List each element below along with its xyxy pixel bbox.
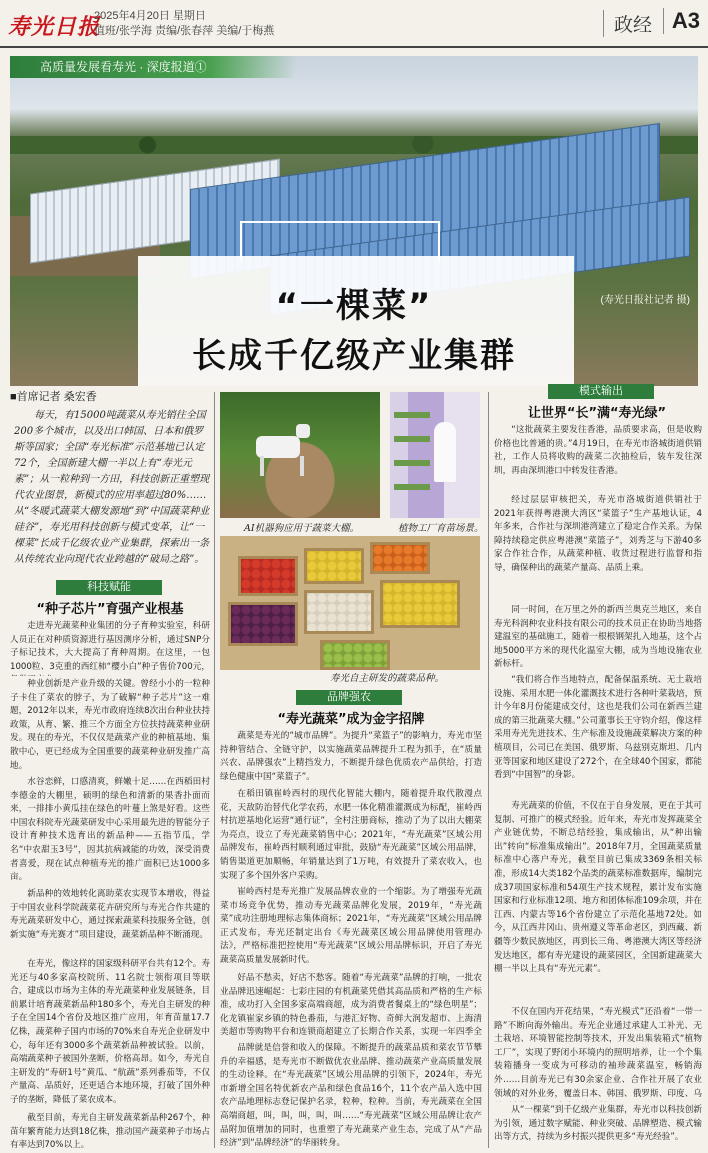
- paragraph: 截至目前，寿光自主研发蔬菜新品种267个，种苗年繁育能力达到18亿株，推动国产蔬菜种子市场占有率达到70%以上。: [10, 1113, 210, 1150]
- worker-figure: [434, 422, 456, 482]
- section-title: “种子芯片”育强产业根基: [36, 602, 184, 617]
- produce-tray: [228, 602, 298, 646]
- photo-plant-factory: [390, 392, 480, 518]
- section-title: “寿光蔬菜”成为金字招牌: [277, 712, 425, 727]
- lead-paragraph: 每天，有15000吨蔬菜从寿光销往全国200多个城市，以及出口韩国、日本和俄罗斯等国家；全国“寿光标准”示范基地已认定72个，全国新建大棚一半以上有“寿光元素”；从一粒种到一方田，科技创新正重塑现代农业图景，新模式的应用率超过80%……从“冬暖式蔬菜大棚发源地”到“中国蔬菜种业硅谷”，寿光用科技创新与模式变革，让“一棵菜”长成千亿级农业产业集群，探索出一条从传统农业向现代农业跨越的“破局之路”。: [14, 410, 210, 565]
- paragraph: “这批蔬菜主要发往香港，品质要求高，但是收购价格也比普通的贵。”4月19日，在寿光市洛城街道供销社，工作人员将收购的蔬菜二次抽检后，装车发往深圳，再由深圳港口中转发往香港。: [494, 425, 702, 476]
- paragraph: 不仅在国内开花结果，“寿光模式”还沿着“一带一路”不断向海外输出。寿光企业通过承建人工补光、无土栽培、环境智能控制等技术，开发出集装箱式“植物工厂”，实现了野闭小环境内的照明培养，让一个个集装箱播身一变成为可移动的袖珍蔬菜温室，畅销海外……目前寿光已有30余家企业、合作社开展了农业领域的对外业务，覆盖日本、韩国、俄罗斯、印度、乌: [494, 1007, 702, 1099]
- produce-tray: [238, 556, 298, 596]
- headline-line2: 长成千亿级产业集群: [192, 336, 516, 376]
- grow-rack: [394, 436, 430, 442]
- headline-line1: “一棵菜”: [275, 286, 433, 326]
- issue-date: 2025年4月20日 星期日: [94, 10, 206, 22]
- paragraph: 品牌就是信誉和收入的保障。不断提升的蔬菜品质和菜农节节攀升的幸福感，是寿光市不断做优农业品牌、推动蔬菜产业高质量发展的生动诠释。在“寿光蔬菜”区域公用品牌的引领下，2024年，寿光市新增全国名特优新农产品和绿色食品16个，11个农产品入选中国农产品地理标志登记保护名录，粒种，粒种。当前，寿光蔬菜在全国高端商超，叫，叫，叫，叫，叫……“寿光蔬菜”区域公用品牌让农产品附加值增加的同时，也重塑了寿光蔬菜产业生态，完成了从“产品经济”到“品牌经济”的华丽转身。: [220, 1043, 482, 1149]
- section-title: 让世界“长”满“寿光绿”: [527, 406, 667, 421]
- paragraph: 种业创新是产业升级的关键。曾经小小的一粒种子卡住了菜农的脖子，为了破解“种子芯片”这一难题，2012年以来，寿光市政府连续8次出台种业扶持政策，从育、繁、推三个方面全方位扶持蔬菜种业研发。现在的寿光，不仅仅是蔬菜产业的种植基地、集散中心，更已经成为全国重要的蔬菜种业研发推广高地。: [10, 679, 210, 771]
- grow-rack: [394, 484, 430, 490]
- photo-credit: (寿光日报社记者 摄): [600, 295, 690, 306]
- column-divider: [214, 392, 215, 1148]
- paragraph: 寿光蔬菜的价值，不仅在于自身发展，更在于其可复制、可推广的模式经验。近年来，寿光市发挥蔬菜全产业链优势，不断总结经验，集成输出，从“种出输出”转向“标准集成输出”。2018年7月，全国蔬菜质量标准中心落户寿光，截至目前已集成3369条相关标准，形成14大类182个品类的蔬菜标准数据库，编制完成37项国家标准和54项生产技术规程，累计发布实施国家和行业标准12项、地方和团体标准109余项，并在江西、内蒙古等16个省份建立了示范化基地72处。如今，从江西井冈山、贵州遵义等革命老区，到西藏、新疆等少数民族地区，再到长三角、粤港澳大湾区等经济发达地区，都有寿光建设的蔬菜园区，全国新建蔬菜大棚一半以上具有“寿光元素”。: [494, 801, 702, 975]
- staff-line: 值班/张学海 责编/张春萍 美编/于梅燕: [94, 25, 275, 37]
- photo-caption: 寿光自主研发的蔬菜品种。: [330, 673, 445, 684]
- column-divider: [488, 392, 489, 1148]
- photo-vegetable-varieties: [220, 536, 480, 670]
- section-tag: 科技赋能: [56, 580, 162, 595]
- newspaper-logo: 寿光日报: [8, 14, 101, 40]
- issue-meta: [94, 9, 274, 39]
- produce-tray: [320, 640, 390, 670]
- paragraph: 水谷恋鲜，口感清爽，鲜嫩十足……在西稻田村李德金的大棚里，硕明的绿色和清新的果香扑面而来，一排排小黄瓜挂在绿色的叶蔓上煞是好看。这些中国农科院寿光蔬菜研发中心采用最先进的智能分子设计育种技术选育出的新品种——五指节瓜，学名“中农甜玉3号”，因其抗病减能的功效，深受消费者喜爱，现在试点种植寿光的推广面积已达1000多亩。: [10, 777, 210, 883]
- produce-tray: [304, 548, 364, 584]
- grow-rack: [394, 412, 430, 418]
- photo-robot-dog: [220, 392, 380, 518]
- paragraph: 好品不愁卖，好店不愁客。随着“寿光蔬菜”品牌的打响，一批农业品牌迅速崛起：七彩庄园的有机蔬菜凭借其高品质和严格的生产标准，成功打入全国多家高端商超，成为消费者餐桌上的“绿色明星”；化龙镇崔家乡镇的特色番茄，与港汇好物、奇鲜大润发超市、上海清美超市等购物平台和连锁商超建立了长期合作关系，实现一年四季全: [220, 973, 482, 1038]
- section-tag: 品牌强农: [296, 690, 402, 705]
- produce-tray: [304, 590, 374, 634]
- produce-tray: [370, 542, 430, 574]
- paragraph: 从“一棵菜”到千亿级产业集群，寿光市以科技创新为引领，通过数字赋能、种业突破、品牌塑造、模式输出等方式，持续为乡村振兴提供更多“寿光经验”。: [494, 1105, 702, 1143]
- paragraph: 新品种的效地转化离助菜农实现节本增收，得益于中国农业科学院蔬菜花卉研究所与寿光合作共建的寿光蔬菜研发中心，通过探索蔬菜科技服务全链，创新实施“寿光赛才”项目建设，蔬菜新品种不断涌现。: [10, 889, 210, 940]
- grow-rack: [394, 460, 430, 466]
- paragraph: 走进寿光蔬菜种业集团的分子育种实验室，科研人员正在对种质资源进行基因测序分析，通过SNP分子标记技术，大大提高了育种周期。在这里，一包1000粒、3克重的西红柿“樱小白”种子售价700元，: [10, 621, 210, 672]
- series-band: 高质量发展看寿光 · 深度报道①: [10, 56, 297, 78]
- title-frame: [240, 221, 440, 261]
- produce-tray: [380, 580, 460, 628]
- byline: ■首席记者 桑宏香: [10, 391, 97, 403]
- paragraph: 在寿光，像这样的国家级科研平台共有12个。寿光还与40多家高校院所、11名院士领衔项目等联合，建成以市场为主体的寿光蔬菜种业发展链条，目前累计培育蔬菜新品种180多个，寿光自主研发的种子在全国14个省份及地区推广应用，年育苗量17.7亿株，蔬菜种子国内市场的70%来自寿光企业研发中心，每年还有3000多个蔬菜新品种被试验。以前，高端蔬菜种子被国外垄断，价格高昂。如今，寿光自主研发的“寿研1号”黄瓜、“航蔬”系列番茄等，不仅产量高、品质好，还更适合本地环境，打破了国外种子的垄断，降低了菜农成本。: [10, 959, 210, 1105]
- paragraph: “我们将合作当地特点，配备保温系统、无土栽培设施、采用水肥一体化灌溉技术进行各种叶菜栽培，预计今年8月份能建成交付，这也是我们公司在新西兰建成的第三批蔬菜大棚。”公司董事长王守钧介绍，像这样采用寿光先进技术、生产标准及设施蔬菜解决方案的种植项目，公司已在美国、俄罗斯、乌兹别克斯坦、几内亚等国家和地区建设了272个，在全球40个国家，都能看到“中国智”的身影。: [494, 675, 702, 781]
- paragraph: 经过层层审核把关，寿光市洛城街道供销社于2021年获得粤港澳大湾区“菜篮子”生产基地认证，4年多来，合作社与深圳港湾建立了稳定合作关系。为保障持续稳定供应粤港澳“菜篮子”，刘秀芝与下游40多家合作社合作，从蔬菜种植、收货过程进行监督和指导，确保种出的蔬菜产量高、品质上乘。: [494, 495, 702, 573]
- paragraph: 崔岭西村是寿光推广发展品牌农业的一个缩影。为了增强寿光蔬菜市场竞争优势，推动寿光蔬菜品牌化发展，2019年，“寿光蔬菜”成功注册地理标志集体商标；2021年，“寿光蔬菜”区域公用品牌正式发布，寿光还制定出台《寿光蔬菜区域公用品牌使用管理办法》，严格标准把控使用“寿光蔬菜”区域公用品牌标识，开启了寿光蔬菜高质量发展新时代。: [220, 887, 482, 965]
- paragraph: 在稻田镇崔岭西村的现代化智能大棚内，随着提升取代散漫点花，天敌防治替代化学农药，水肥一体化精准灌溉成为标配，崔岭西村抗逆基地化运营“通行证”，全村注册商标，推动了为了以出大棚菜为亮点，设立了寿光蔬菜销售中心；2021年，“寿光蔬菜”区域公用品牌发布，崔岭西村顺利通过审批，鼓励“寿光蔬菜”区域公用品牌，销售渠道更加顺畅，年销量达到了1万吨，有效提升了菜农收入，也实现了多个国外客户采购。: [220, 789, 482, 881]
- masthead: [0, 0, 708, 48]
- photo-caption: 植物工厂育苗场景。: [398, 523, 484, 534]
- hero-photo: [10, 56, 698, 386]
- robot-dog-shape: [256, 436, 300, 458]
- section-tag: 模式输出: [548, 384, 654, 399]
- paragraph: 蔬菜是寿光的“城市品牌”。为提升“菜篮子”的影响力，寿光市坚持种管结合、全链守护，以实施蔬菜品牌提升工程为抓手，在“质量兴农、品牌强农”上精挡发力，不断提升绿色优质农产品供给，打造绿色健康中国“菜篮子”。: [220, 731, 482, 782]
- photo-caption: AI机器狗应用于蔬菜大棚。: [244, 523, 360, 534]
- section-name: 政经: [603, 10, 652, 37]
- paragraph: 同一时间，在万里之外的新西兰奥克兰地区，来自寿光科润种农业科技有限公司的技术员正在协助当地搭建温室的基础施工，随着一根根钢架扎入地基，这个占地5000平方米的现代化温室大棚，成为当地设施农业新标杆。: [494, 605, 702, 670]
- page-number: A3: [663, 8, 700, 34]
